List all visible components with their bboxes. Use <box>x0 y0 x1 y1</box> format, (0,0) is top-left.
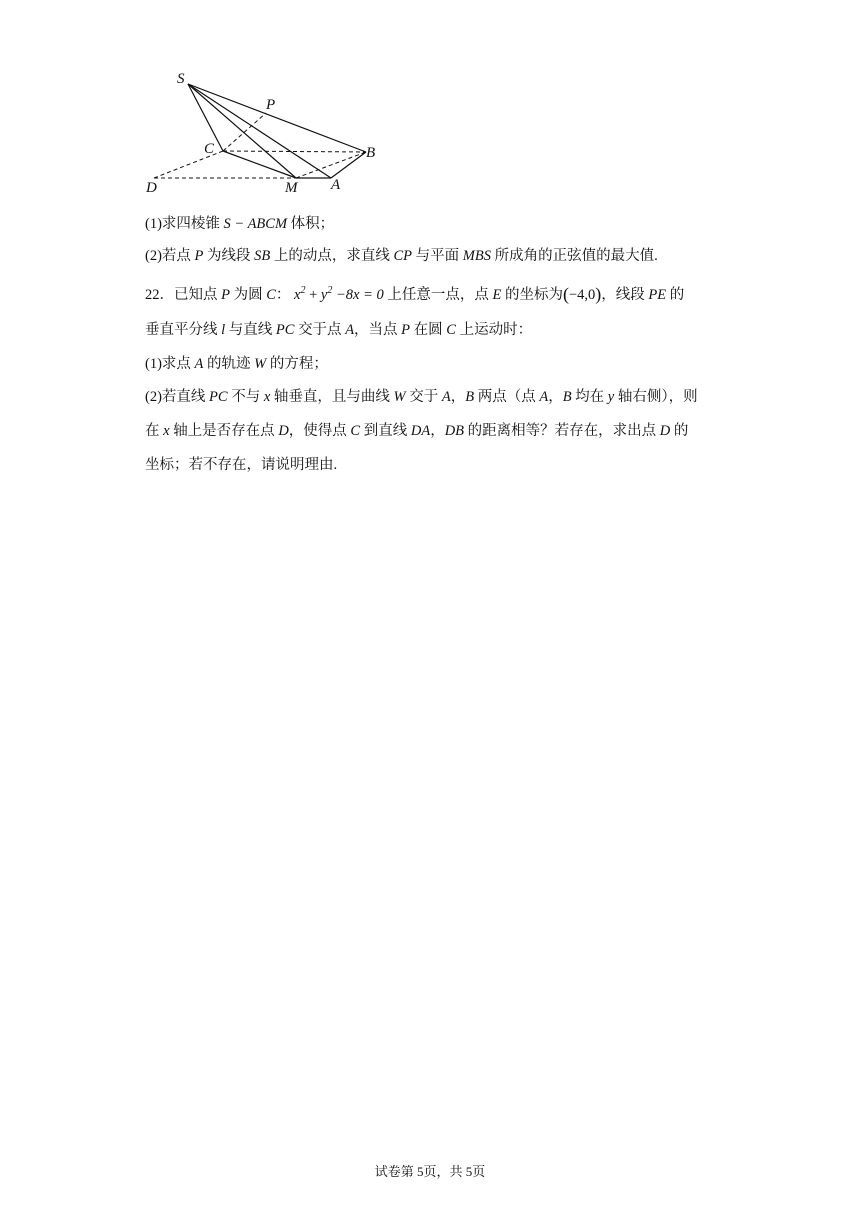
pyramid-figure <box>140 64 390 200</box>
label-M: M <box>285 180 298 196</box>
label-P: P <box>266 97 276 113</box>
page-footer: 试卷第 5页，共 5页 <box>374 1164 486 1179</box>
q22-part2-line3: 坐标；若不存在，请说明理由. <box>145 457 338 473</box>
pyramid-diagram <box>140 64 390 200</box>
edge-MB <box>296 152 366 178</box>
q21-part2: (2)若点 P 为线段 SB 上的动点，求直线 CP 与平面 MBS 所成角的正弦值的最大值. <box>145 248 658 264</box>
q22-part1: (1)求点 A 的轨迹 W 的方程； <box>145 356 328 372</box>
q22-line2: 垂直平分线 l 与直线 PC 交于点 A，当点 P 在圆 C 上运动时： <box>145 322 533 338</box>
edge-CB <box>223 151 366 152</box>
q21-part1: (1)求四棱锥 S − ABCM 体积； <box>145 216 335 232</box>
edge-SM <box>188 84 296 178</box>
q22-part2-line2: 在 x 轴上是否存在点 D，使得点 C 到直线 DA，DB 的距离相等？若存在，求出点 D 的 <box>145 423 689 439</box>
circle-equation: $x^2 + y^2 -8x = 0$ <box>294 285 384 303</box>
label-B: B <box>366 145 376 161</box>
label-C: C <box>204 141 215 157</box>
label-D: D <box>146 180 157 196</box>
edge-CP <box>223 113 266 151</box>
label-S: S <box>177 71 185 87</box>
label-A: A <box>331 177 341 193</box>
q22-line1: 22．已知点 P 为圆 C： $x^2 + y^2 -8x = 0$ 上任意一点，点 E 的坐标为(−4,0)，线段 PE 的 <box>145 284 685 304</box>
edge-CM <box>223 151 296 178</box>
edge-AB <box>331 152 366 178</box>
q22-part2-line1: (2)若直线 PC 不与 x 轴垂直，且与曲线 W 交于 A，B 两点（点 A，B 均在 y 轴右侧），则 <box>145 389 698 405</box>
